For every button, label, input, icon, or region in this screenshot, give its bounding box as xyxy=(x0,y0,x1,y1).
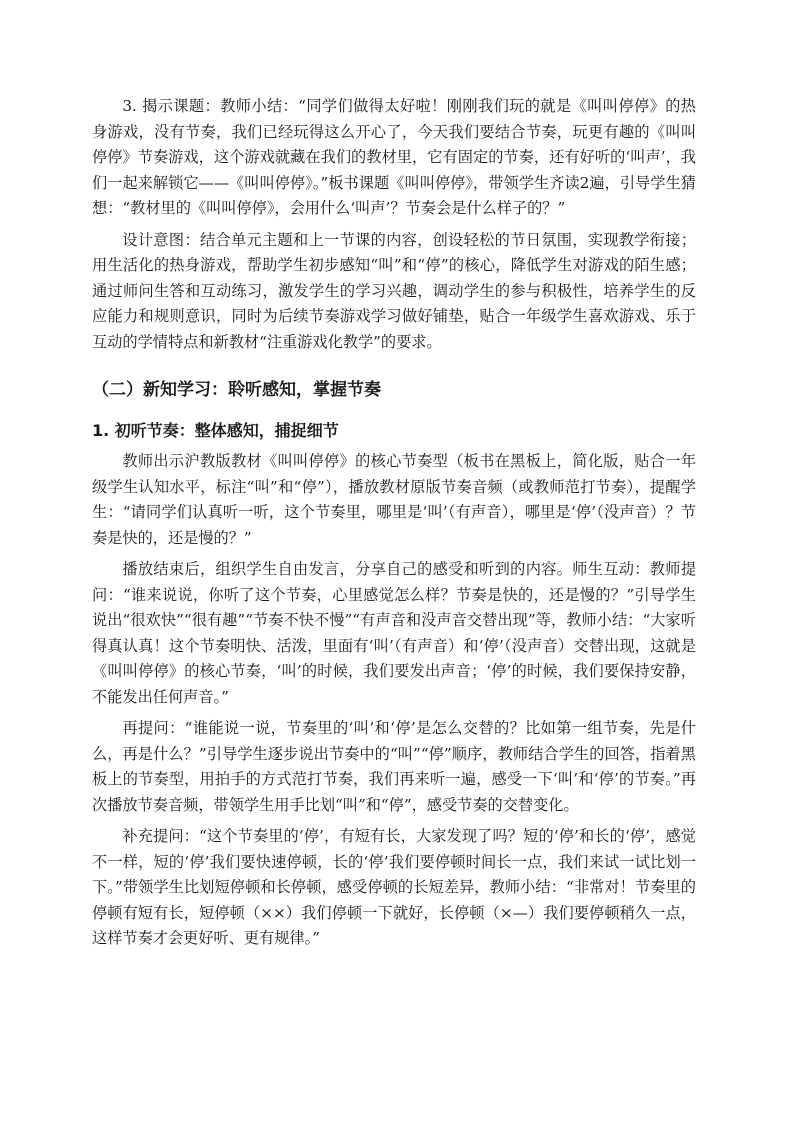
paragraph-present-rhythm: 教师出示沪教版教材《叫叫停停》的核心节奏型（板书在黑板上，简化版，贴合一年级学生认知水平，标注“叫”和“停”），播放教材原版节奏音频（或教师范打节奏），提醒学生：“请同学们认真听一听，这个节奏里，哪里是‘叫’（有声音），哪里是‘停’（没声音）？节奏是快的，还是慢的？” xyxy=(92,452,696,547)
paragraph-supplementary-question: 补充提问：“这个节奏里的‘停’，有短有长，大家发现了吗？短的‘停’和长的‘停’，感觉不一样，短的‘停’我们要快速停顿，长的‘停’我们要停顿时间长一点，我们来试一试比划一下。”带领学生比划短停顿和长停顿，感受停顿的长短差异，教师小结：“非常对！节奏里的停顿有短有长，短停顿（××）我们停顿一下就好，长停顿（×—）我们要停顿稍久一点，这样节奏才会更好听、更有规律。” xyxy=(92,827,696,947)
paragraph-free-discussion: 播放结束后，组织学生自由发言，分享自己的感受和听到的内容。师生互动：教师提问：“谁来说说，你听了这个节奏，心里感觉怎么样？节奏是快的，还是慢的？”引导学生说出“很欢快”“很有趣”“节奏不快不慢”“有声音和没声音交替出现”等，教师小结：“大家听得真认真！这个节奏明快、活泼，里面有‘叫’（有声音）和‘停’（没声音）交替出现，这就是《叫叫停停》的核心节奏，‘叫’的时候，我们要发出声音；‘停’的时候，我们要保持安静，不能发出任何声音。” xyxy=(92,560,696,706)
paragraph-follow-up-question: 再提问：“谁能说一说，节奏里的‘叫’和‘停’是怎么交替的？比如第一组节奏，先是什么，再是什么？”引导学生逐步说出节奏中的“叫”“停”顺序，教师结合学生的回答，指着黑板上的节奏型，用拍手的方式范打节奏，我们再来听一遍，感受一下‘叫’和‘停’的节奏。”再次播放节奏音频，带领学生用手比划“叫”和“停”，感受节奏的交替变化。 xyxy=(92,719,696,814)
document-page xyxy=(92,94,696,952)
paragraph-reveal-topic: 3. 揭示课题：教师小结：“同学们做得太好啦！刚刚我们玩的就是《叫叫停停》的热身游戏，没有节奏，我们已经玩得这么开心了，今天我们要结合节奏，玩更有趣的《叫叫停停》节奏游戏，这个游戏就藏在我们的教材里，它有固定的节奏，还有好听的‘叫声’，我们一起来解锁它——《叫叫停停》。”板书课题《叫叫停停》，带领学生齐读2遍，引导学生猜想：“教材里的《叫叫停停》，会用什么‘叫声’？节奏会是什么样子的？” xyxy=(92,97,696,217)
section-heading: （二）新知学习：聆听感知，掌握节奏 xyxy=(92,380,381,400)
subsection-heading: 1. 初听节奏：整体感知，捕捉细节 xyxy=(92,421,339,440)
paragraph-design-intent: 设计意图：结合单元主题和上一节课的内容，创设轻松的节日氛围，实现教学衔接；用生活化的热身游戏，帮助学生初步感知“叫”和“停”的核心，降低学生对游戏的陌生感；通过师问生答和互动练习，激发学生的学习兴趣，调动学生的参与积极性，培养学生的反应能力和规则意识，同时为后续节奏游戏学习做好铺垫，贴合一年级学生喜欢游戏、乐于互动的学情特点和新教材“注重游戏化教学”的要求。 xyxy=(92,230,696,351)
